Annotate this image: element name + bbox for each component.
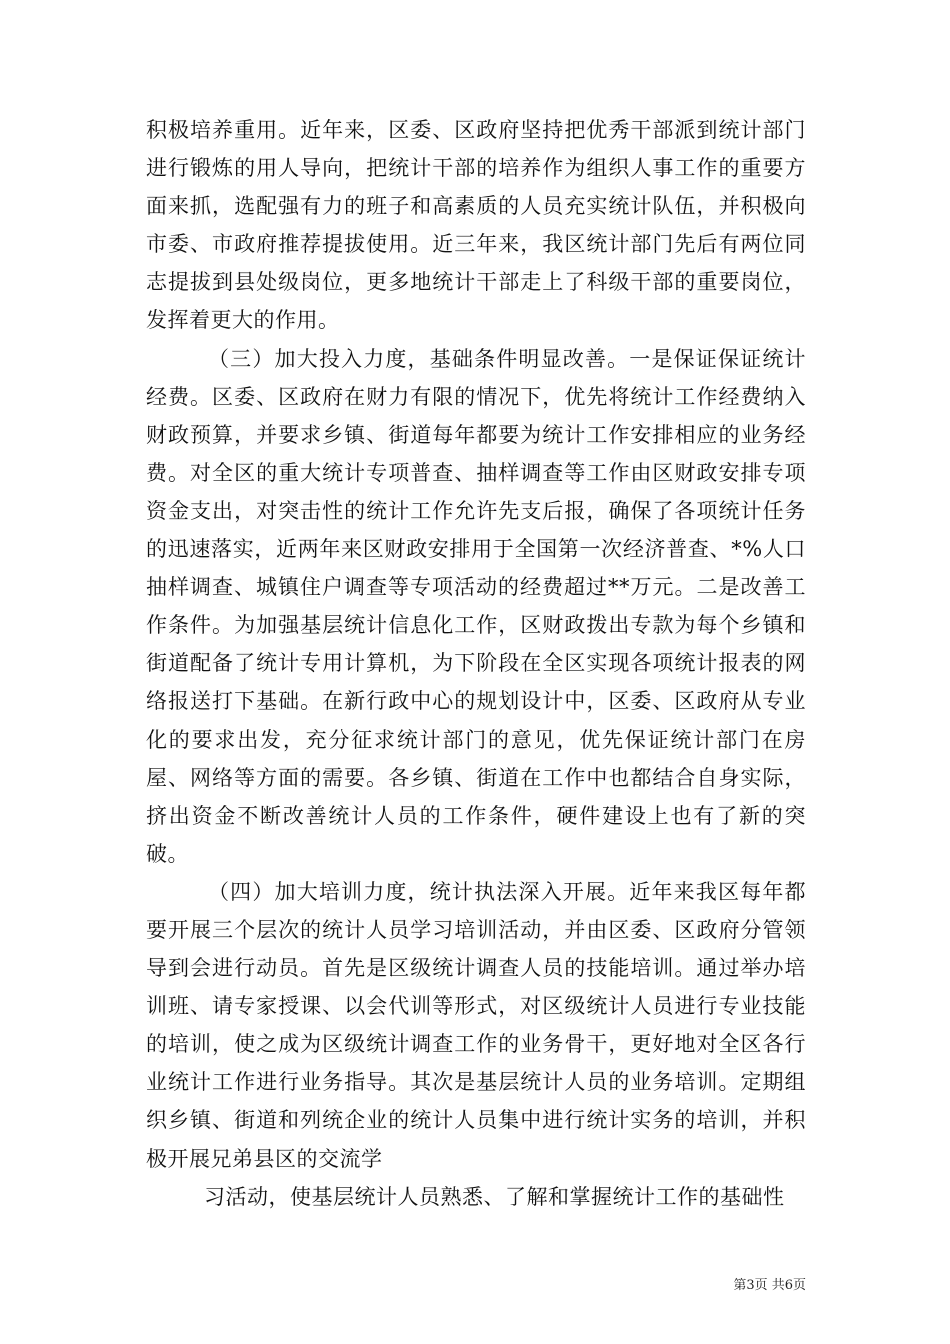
paragraph-cadre-promotion: 积极培养重用。近年来，区委、区政府坚持把优秀干部派到统计部门进行锻炼的用人导向，把统计干部的培养作为组织人事工作的重要方面来抓，选配强有力的班子和高素质的人员充实统计队伍，并积极向市委、市政府推荐提拔使用。近三年来，我区统计部门先后有两位同志提拔到县处级岗位，更多地统计干部走上了科级干部的重要岗位，发挥着更大的作用。: [146, 118, 806, 333]
document-body: [146, 111, 806, 1216]
paragraph-section-four-training: （四）加大培训力度，统计执法深入开展。近年来我区每年都要开展三个层次的统计人员学习培训活动，并由区委、区政府分管领导到会进行动员。首先是区级统计调查人员的技能培训。通过举办培训班、请专家授课、以会代训等形式，对区级统计人员进行专业技能的培训，使之成为区级统计调查工作的业务骨干，更好地对全区各行业统计工作进行业务指导。其次是基层统计人员的业务培训。定期组织乡镇、街道和列统企业的统计人员集中进行统计实务的培训，并积极开展兄弟县区的交流学: [146, 879, 806, 1171]
page-number-footer: 第3页 共6页: [733, 1278, 806, 1293]
paragraph-continued-fragment: 习活动，使基层统计人员熟悉、了解和掌握统计工作的基础性: [204, 1184, 785, 1209]
paragraph-section-three-funding: （三）加大投入力度，基础条件明显改善。一是保证保证统计经费。区委、区政府在财力有限的情况下，优先将统计工作经费纳入财政预算，并要求乡镇、街道每年都要为统计工作安排相应的业务经费。对全区的重大统计专项普查、抽样调查等工作由区财政安排专项资金支出，对突击性的统计工作允许先支后报，确保了各项统计任务的迅速落实，近两年来区财政安排用于全国第一次经济普查、*%人口抽样调查、城镇住户调查等专项活动的经费超过**万元。二是改善工作条件。为加强基层统计信息化工作，区财政拨出专款为每个乡镇和街道配备了统计专用计算机，为下阶段在全区实现各项统计报表的网络报送打下基础。在新行政中心的规划设计中，区委、区政府从专业化的要求出发，充分征求统计部门的意见，优先保证统计部门在房屋、网络等方面的需要。各乡镇、街道在工作中也都结合自身实际，挤出资金不断改善统计人员的工作条件，硬件建设上也有了新的突破。: [146, 346, 806, 866]
